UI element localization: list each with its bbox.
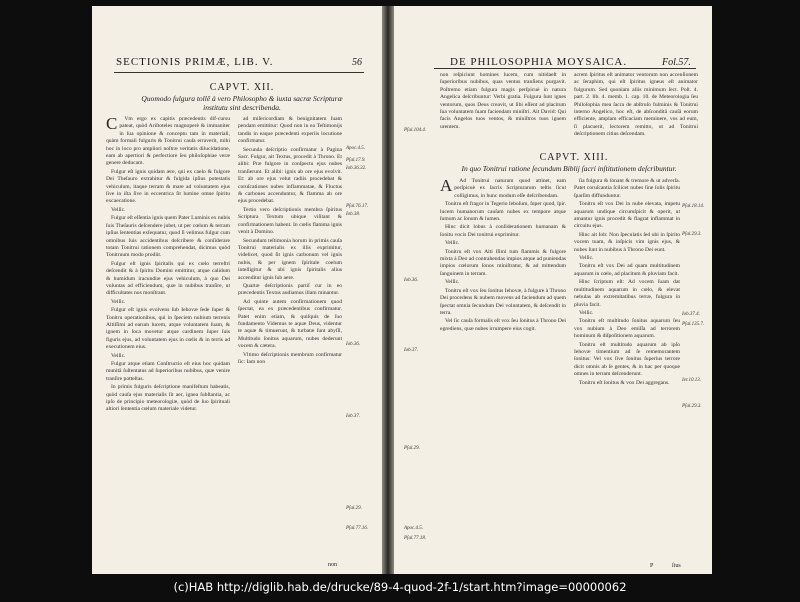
margin-note: Iob.37.	[404, 348, 419, 353]
paragraph: Quartæ deſcriptionis partiſ cur in eo præcedentis Textus audiamus illam minantur.	[238, 282, 342, 297]
chapter-title: In quo Tonitrui ratione ſecundum Biblij ſacri inſtitutionem deſcribuntur.	[461, 164, 677, 173]
catchword: ſius	[672, 563, 681, 569]
text-column-right	[574, 178, 680, 562]
text-column-left	[106, 116, 230, 562]
catchword: non	[328, 562, 337, 568]
margin-note: Apoc.4.5.	[404, 526, 424, 531]
paragraph: Hinc ſcriptum eſt: Ad vocem ſuam dat multitudinem aquarum in cœlo, & elevat nebulas ab extremitatibus terræ, fulgura in pluvia facit.	[574, 279, 680, 308]
paragraph: Vel ſic cauſa formalis eſt vox ſeu ſonitus à Throno Dei egrediens, quæ nubes irrumpere eius cogit.	[440, 318, 566, 332]
paragraph: Tonitru eſt ſonitus & vox Dei aggregans.	[579, 379, 670, 386]
margin-note: Pſal.29.3.	[682, 404, 702, 409]
folio-number: Fol.57.	[662, 57, 691, 68]
margin-note: Pſal.17.9.	[346, 158, 366, 163]
margin-note: Iob.37.	[346, 414, 361, 419]
paragraph: Velſic.	[579, 255, 594, 262]
right-page	[394, 6, 712, 574]
margin-note: Ier.10.13.	[682, 378, 702, 383]
paragraph: Velſic.	[111, 298, 126, 305]
running-header: SECTIONIS PRIMÆ, LIB. V.	[116, 56, 274, 68]
margin-note: Pſal.18.14.	[682, 204, 705, 209]
drop-capital: A	[440, 178, 453, 195]
paragraph: Tonitru eſt fragor in Tegerio ſeboſum, ſuper quod, ſpir. lucem humanorum cauſam nubes ex tempore atque ſumum ac ſonum & lumen.	[440, 201, 566, 223]
margin-note: Pſal.29.3.	[682, 232, 702, 237]
margin-note: Iob.37.4.	[682, 312, 700, 317]
paragraph: Tonitru eſt vox Dei ad quam multitudinem aquarum in cœlo, ad placitum & pluviam facit.	[574, 263, 680, 277]
margin-note: Pſal.77.18.	[404, 536, 427, 541]
paragraph: Vltimo deſcriptionis membrum confirmatur ſic: Iam non	[238, 351, 342, 365]
image-credit: (c)HAB http://diglib.hab.de/drucke/89-4-quod-2f-1/start.htm?image=00000062	[173, 580, 627, 594]
paragraph: Vm ergo ex capitis præcedentis dif-cursu pateat, quòd Ariſtoteles magnoperè & immaniter in ſua opinione & conceptu tam in materiali, quàm formali fulguris & Tonitrui cauſa erraverit, mihi hoc in loco pro ampliori noſtræ veritatis dilucidatione, eam ab apertiori & perfectiore ſeu philoſophiae veræ genere deducam.	[106, 116, 230, 167]
paragraph: Velſic.	[111, 352, 126, 359]
book-gutter	[382, 6, 394, 574]
paragraph: Secundum teſtimonia horum in primis cauſa Tonitrui materialis ex illis exprimitur, videlicet, quod ſit ignis carbonum vel ignis nubis, & per ignem ſpiritale coelum intelligitur & ubi ignis ſpiritalis alius accenditur ignis ſub aere.	[238, 237, 342, 281]
margin-note: Pſal.135.7.	[682, 322, 705, 327]
paragraph: Tonitru eſt vox Alti ſſimi tum flammis & fulgore mixta à Deo ad contrahendas impios atque ad puniendas impios cœlorum ſonos miniſtratur, & ad mittendum ſanguinem in terram.	[440, 248, 566, 277]
margin-note: Pſal.77.16.	[346, 526, 369, 531]
margin-note: Iob.38.	[346, 212, 361, 217]
text-column-right	[238, 116, 342, 562]
paragraph: Velſic.	[111, 206, 126, 213]
paragraph: Fulgur eſt ignis ſpiritalis qui ex cœlo terreſtri deſcendit & à ſpiritu Domini emittitur, atque calidum & humidum iracundiæ ejus vehiculum, à quo Dei voluntas ad efficiendum, quæ in nubibus tranſire, ut difficultates nos monſtrant.	[106, 260, 230, 297]
paragraph: Tonitru eſt vox ſeu ſonitus Iehovæ, à fulgure à Throno Dei procedens & nubem movens ad faciendum ad quem ſpectat omnia ſecundum Dei voluntatem, & deſcendit in terra.	[440, 287, 566, 316]
text-column-left	[440, 178, 566, 562]
margin-note: Iob.36.32.	[346, 166, 367, 171]
paragraph: Tonitru eſt multitudo ſonitus aquarum ſeu vox nubium à Deo emiſſa ad terrorem hominum & diſpoſitionem aquarum.	[574, 318, 680, 340]
drop-capital: C	[106, 116, 118, 133]
paragraph: In primis fulguris deſcriptione manifeſtum habeatis, quòd cauſa ejus materialis ſit aer, ignea ſubſtantia, ac ipſo de principio meteorologiæ, quòd de ſuo ſpirituali altiori ſententia cœlum materiale videtur.	[106, 384, 230, 413]
chapter-heading: CAPVT. XIII.	[539, 152, 609, 163]
left-page	[92, 6, 382, 574]
margin-note: Apoc.4.5.	[346, 146, 366, 151]
top-text-column-left	[440, 72, 566, 148]
margin-note: Pſal.29.	[346, 506, 362, 511]
paragraph: Tertio vero deſcriptionis membra ſpiritus Scriptura Textum ubique viſitant & confirmationem habent. In cœlis flamma ignis venit à Domino.	[238, 206, 342, 236]
paragraph: Hinc ait Iob: Non ſpeculatis ſed ubi in ſpirito vocem tuam, & inſpicis vim ignis ejus, & nubes ſunt in nubibus à Throno Dei eunt.	[574, 231, 680, 253]
paragraph: Fulgur eſt ignis evolvens ſub Iehovæ ſede ſuper & Tonitru operationibus, qui in ſpeciem nubium terrenis Altiſſimi ad earum lucem, atque voluntatem ſuam, & ignem in ſoca movetur atque cardinem ſuper ſuis figuris ejus, ad voluntatem ejus in cœlis & in terris ad executionem eius.	[106, 307, 230, 351]
paragraph: ad miſericordiam & benignitatem ſuam pendam emittitur: Quod non in ea Teſtimonijs tandis in eaque præcedenti experiis locutione confirmatur.	[238, 116, 342, 145]
paragraph: Tonitru eſt multitudo aquarum ab ipſo Iehovæ timentium ad ſe rememorantem ſonitus: Vel vox ſive ſonitus ſuperius terrore dicit omnis ab ſe gentes, & in hac per quoque omnes in terram deſcenderunt.	[574, 341, 680, 378]
paragraph: Hinc dicit lobus à conſiderationem humanam & ſonitu vocis Dei tonitrui exprimitur.	[440, 224, 566, 238]
chapter-title: Quomodo fulgura tollê à vero Philosopho & iuxta sacræ Scripturæ institutu sint describenda.	[141, 94, 343, 112]
margin-note: Pſal.104.4.	[404, 128, 427, 133]
paragraph: Fulgur eſt ignis quidam ære, qui ex caelo & fulgore Dei Theſauro extrahitur & fulgida ipſius potestatis vehiculum, itaque terram & mare ad voluntatem ejus ſive in iſta ſive in eccentrica ſit lumine omne ſpiritu excaecatione.	[106, 168, 230, 205]
chapter-heading: CAPVT. XII.	[209, 82, 275, 93]
paragraph: Secunda deſcriptio confirmatur à Pagina Sacr. Fulgur, ait Textus, procedit à Throno. Et alibi: Præ fulgore in conſpectu ejus nubes tranſierunt. Et alibi: ignis ab ore ejus evolvit. Et: ab ore ejus velut radiis procedebat & coruſcationes nubes inflammatae, & Fluctus & carbones accenduntur, & flamma ab ore ejus procedebat.	[238, 146, 342, 205]
paragraph: Velſic.	[579, 309, 594, 316]
margin-note: Iob.36.	[404, 278, 419, 283]
running-header: DE PHILOSOPHIA MOYSAICA.	[450, 56, 628, 68]
margin-note: Pſal.76.17.	[346, 204, 369, 209]
paragraph: Tonitru eſt vox Dei in nube elevata, impetu aquarum undique circumſpicit & operit, ut amantur ignis procedit & flagrat inflammat in circuitu ejus.	[574, 201, 680, 230]
paragraph: non reſpiciunt homines lucem, cum nitidaeſt in ſuperioribus nubibus, quas ventus tranſiens purgavit. Poſtremo etiam fulgura magis perſpicuè in natura Angelica deſcribuntur: Verbi gratia. Fulgura ſunt ignes ventorum, quos Deus creavit, ut ſibi eſſent ad placitum ſua voluntatem ſuam faciendam miniſtri. Ait David: Qui facis Angelos tuos ventos, & miniſtros tuos ignem urentem.	[440, 72, 566, 130]
page-number: 56	[352, 57, 362, 68]
top-text-column-right	[574, 72, 698, 148]
paragraph: ſia fulgura & ſonant & tremore & ut adverſa. Patet coruſcantia ſcilicet nubes ſine ſolis ſpiritu ſparſim diffunduntur.	[574, 178, 680, 199]
margin-note: Pſal.29.	[404, 446, 420, 451]
margin-note: Iob.36.	[346, 342, 361, 347]
header-rule	[114, 72, 364, 73]
paragraph: acrem ſpiritus eſt animator ventorum non accenſionem ac ſeraphim, qui eſt ſpiritus igneus eſt animator fulgurum. Sed quoniam aliis minimum ſect. Poſt. 4. part. 2. lib. 4. memb. 1. cap. 10. de Meteorologia ſeu Philoſophia mea ſacra de abſtruſo fulminis & Tonitrui interno Angelico, hoc eſt, de abſconditâ cauſâ eorum efficiente, amplam efficaciam meminere, vos ad eum, ſi placuerit, lectorem remitto, ut ad Tonitrui deſcriptionem citius deſcendam.	[574, 72, 698, 138]
signature-mark: P	[650, 563, 654, 569]
header-rule	[434, 68, 696, 69]
paragraph: Fulgur atque etiam Conſtructio eſt eius hoc quidam munitā ſuſtentatus ad ſuperioribus nubibus, quæ venire tranſire potteſtas.	[106, 361, 230, 382]
paragraph: Velſic.	[445, 279, 460, 286]
paragraph: Fulgur eſt eſſentia ignis quem Pater Luminis ex nubis ſuis Theſauris deſcendere jubet, ut per cœlum & terram ipſius ſententias exſequatur, quod ſi velimus fulgur cum omnibus ſuis accidentibus deſcribere & conſiderare totam Tonitrui rationem comprehendat, dicimus quòd Tonitruum modo prodiit.	[106, 215, 230, 259]
paragraph: Ad quinte autem confirmationem quod ſpectat, ea ex præcedentibus confirmatur. Patet enim etiam, & quiſquis de ſuo fundamento Videmus te aquæ Deus, videntur te aquæ & timuerunt, & turbatæ ſunt abyſſi, Multitudo ſonitus aquarum, nubes dederunt vocem & cætera.	[238, 298, 342, 350]
paragraph: Ad Tonitrui naturam quod attinet, eam perſpicuè ex ſacris Scripturarum teſtis ſicut colligimus, in hunc modum eſſe deſcribendam.	[454, 178, 566, 199]
paragraph: Velſic.	[445, 240, 460, 247]
